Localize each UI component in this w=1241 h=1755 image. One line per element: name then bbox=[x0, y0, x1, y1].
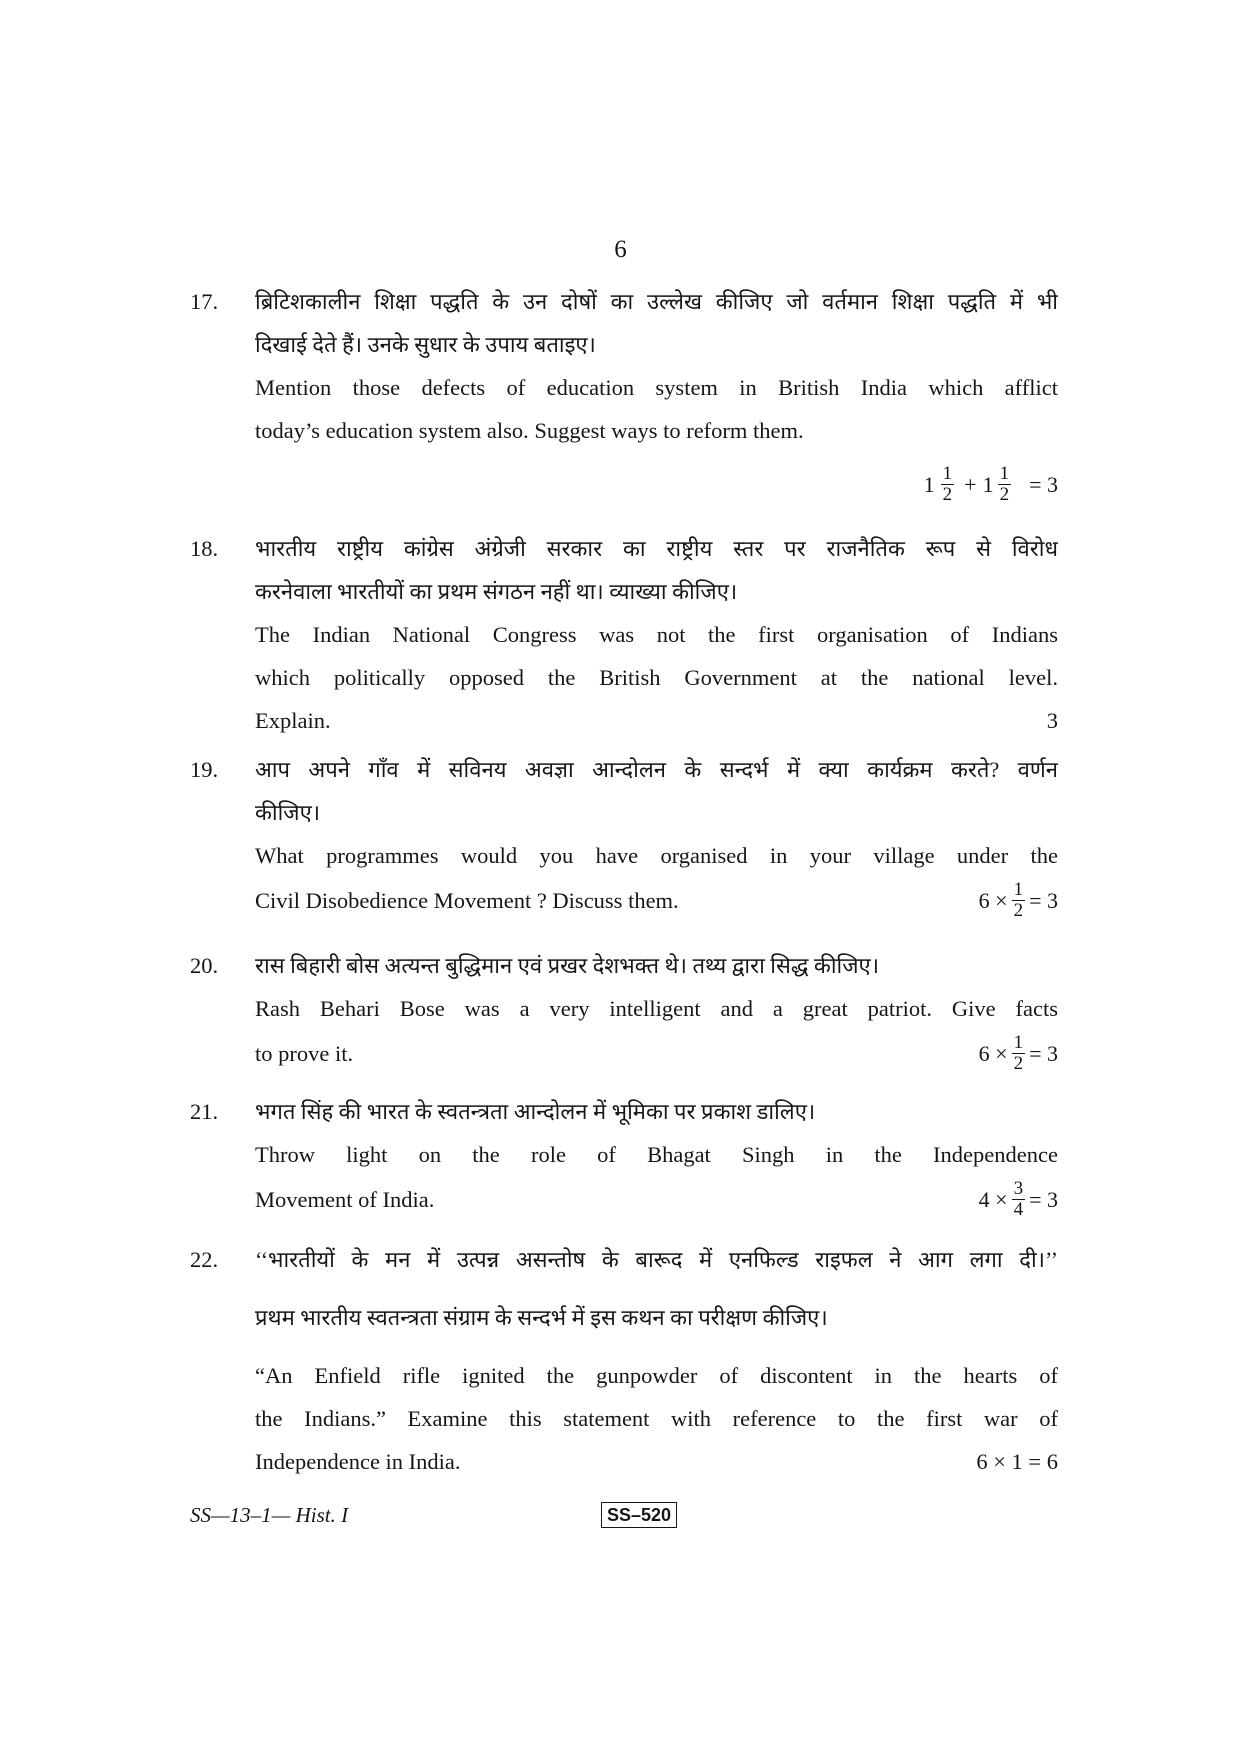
english-line: Civil Disobedience Movement ? Discuss them. bbox=[255, 887, 679, 913]
question-number: 19. bbox=[190, 757, 219, 782]
english-line: today’s education system also. Suggest ways to reform them. bbox=[255, 418, 804, 443]
marks: 6 × 1 = 6 bbox=[976, 1449, 1058, 1474]
marks-whole: 1 bbox=[982, 471, 994, 497]
fraction-numerator: 1 bbox=[1013, 878, 1024, 900]
english-line-with-marks bbox=[255, 699, 1058, 742]
question-body bbox=[255, 748, 1058, 923]
english-line: Independence in India. bbox=[255, 1449, 461, 1474]
english-line: the Indians.” Examine this statement with reference to the first war of bbox=[255, 1406, 1058, 1431]
hindi-line: करनेवाला भारतीयों का प्रथम संगठन नहीं था। व्याख्या कीजिए। bbox=[255, 579, 738, 604]
question-body bbox=[255, 527, 1058, 742]
fraction-denominator: 2 bbox=[942, 483, 953, 505]
marks-fraction bbox=[941, 464, 955, 505]
marks-total: = 3 bbox=[1029, 887, 1058, 913]
marks-fraction bbox=[1012, 880, 1026, 921]
question-body bbox=[255, 1238, 1058, 1483]
english-line-with-marks bbox=[255, 1030, 1058, 1076]
marks-fraction bbox=[1012, 1179, 1026, 1220]
english-line: The Indian National Congress was not the first organisation of Indians bbox=[255, 622, 1058, 647]
english-line: Mention those defects of education system in British India which afflict bbox=[255, 375, 1058, 400]
fraction-denominator: 2 bbox=[1013, 1052, 1024, 1074]
marks-total: = 3 bbox=[1029, 1040, 1058, 1066]
english-line: “An Enfield rifle ignited the gunpowder of discontent in the hearts of bbox=[255, 1363, 1058, 1388]
question-body bbox=[255, 944, 1058, 1076]
marks: 3 bbox=[1046, 708, 1058, 733]
hindi-line: दिखाई देते हैं। उनके सुधार के उपाय बताइए। bbox=[255, 332, 596, 357]
question-number: 22. bbox=[190, 1247, 219, 1272]
page-number: 6 bbox=[614, 236, 627, 263]
question-number: 17. bbox=[190, 289, 219, 314]
marks-total: = 3 bbox=[1029, 471, 1058, 497]
marks bbox=[979, 1032, 1058, 1075]
question-body bbox=[255, 280, 1058, 516]
footer-paper-code: SS—13–1— Hist. I bbox=[190, 1503, 349, 1527]
marks-fraction bbox=[998, 464, 1012, 505]
english-line: Rash Behari Bose was a very intelligent and a great patriot. Give facts bbox=[255, 996, 1058, 1021]
fraction-denominator: 2 bbox=[999, 483, 1010, 505]
hindi-line: भारतीय राष्ट्रीय कांग्रेस अंग्रेजी सरकार का राष्ट्रीय स्तर पर राजनैतिक रूप से विरोध bbox=[255, 536, 1058, 561]
question-body bbox=[255, 1090, 1058, 1222]
marks-factor: 4 × bbox=[978, 1186, 1008, 1212]
fraction-numerator: 1 bbox=[942, 462, 953, 484]
fraction-denominator: 4 bbox=[1013, 1198, 1024, 1220]
hindi-line: ब्रिटिशकालीन शिक्षा पद्धति के उन दोषों का उल्लेख कीजिए जो वर्तमान शिक्षा पद्धति में भी bbox=[255, 289, 1058, 314]
marks-operator: + bbox=[964, 471, 977, 497]
english-line: Movement of India. bbox=[255, 1186, 435, 1212]
footer-series-box: SS–520 bbox=[601, 1502, 677, 1528]
english-line: to prove it. bbox=[255, 1040, 354, 1066]
hindi-line: रास बिहारी बोस अत्यन्त बुद्धिमान एवं प्रखर देशभक्त थे। तथ्य द्वारा सिद्ध कीजिए। bbox=[255, 953, 880, 978]
marks bbox=[979, 1178, 1058, 1221]
marks bbox=[979, 879, 1058, 922]
question-number: 18. bbox=[190, 536, 219, 561]
hindi-line: ‘‘भारतीयों के मन में उत्पन्न असन्तोष के बारूद में एनफिल्ड राइफल ने आग लगा दी।’’ bbox=[255, 1247, 1058, 1272]
fraction-numerator: 1 bbox=[1013, 1031, 1024, 1053]
question-number: 21. bbox=[190, 1099, 219, 1124]
hindi-line: प्रथम भारतीय स्वतन्त्रता संग्राम के सन्दर्भ में इस कथन का परीक्षण कीजिए। bbox=[255, 1305, 828, 1330]
marks-whole: 1 bbox=[923, 471, 935, 497]
marks-fraction bbox=[1012, 1033, 1026, 1074]
fraction-denominator: 2 bbox=[1013, 899, 1024, 921]
marks-factor: 6 × bbox=[978, 887, 1008, 913]
english-line-with-marks bbox=[255, 1176, 1058, 1222]
english-line-with-marks bbox=[255, 877, 1058, 923]
marks bbox=[924, 463, 1058, 506]
hindi-line: भगत सिंह की भारत के स्वतन्त्रता आन्दोलन में भूमिका पर प्रकाश डालिए। bbox=[255, 1099, 816, 1124]
hindi-line: कीजिए। bbox=[255, 800, 321, 825]
fraction-numerator: 1 bbox=[999, 462, 1010, 484]
english-line: Throw light on the role of Bhagat Singh in the Independence bbox=[255, 1142, 1058, 1167]
english-line-with-marks bbox=[255, 1440, 1058, 1483]
marks-total: = 3 bbox=[1029, 1186, 1058, 1212]
fraction-numerator: 3 bbox=[1013, 1177, 1024, 1199]
marks-factor: 6 × bbox=[978, 1040, 1008, 1066]
hindi-line: आप अपने गाँव में सविनय अवज्ञा आन्दोलन के सन्दर्भ में क्या कार्यक्रम करते? वर्णन bbox=[255, 757, 1058, 782]
english-line: What programmes would you have organised in your village under the bbox=[255, 843, 1058, 868]
marks-row bbox=[255, 452, 1058, 516]
question-number: 20. bbox=[190, 953, 219, 978]
english-line: Explain. bbox=[255, 708, 331, 733]
english-line: which politically opposed the British Government at the national level. bbox=[255, 665, 1058, 690]
